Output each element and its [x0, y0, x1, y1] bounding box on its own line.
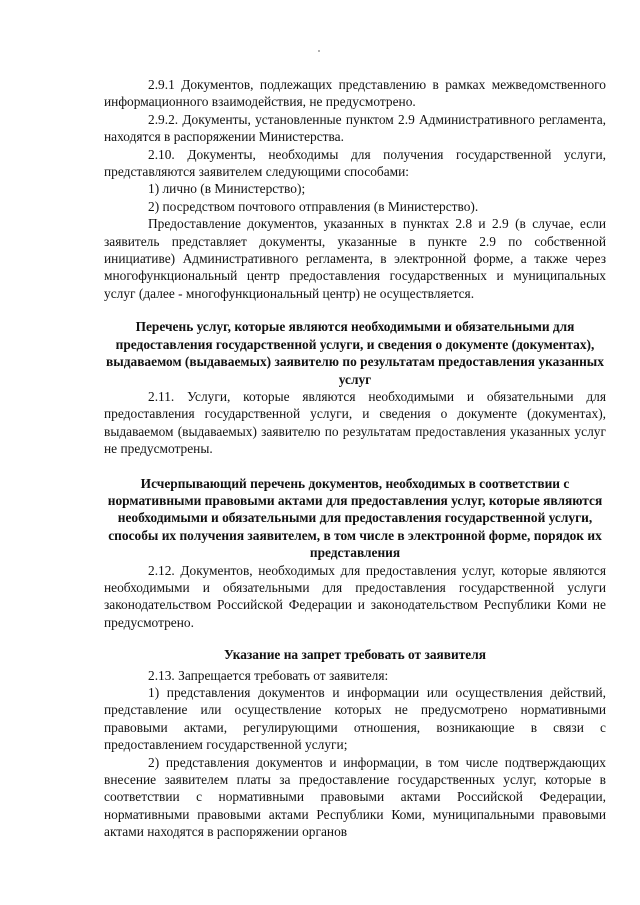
paragraph-2-9-1: 2.9.1 Документов, подлежащих представлению в рамках межведомственного информационного взаимодействия, не предусмотрено.: [104, 77, 606, 110]
paragraph-2-13: 2.13. Запрещается требовать от заявителя:: [148, 667, 389, 683]
section-heading-documents-list: Исчерпывающий перечень документов, необходимых в соответствии с нормативными правовыми актами для предоставления услуг, которые являются необходимыми и обязательными для предоставления государственной услуги, способы их получения заявителем, в том числе в электронной форме, порядок их представления: [107, 475, 603, 561]
list-item-2-13-2: 2) представления документов и информации, в том числе подтверждающих внесение заявителем платы за предоставление государственных услуг, которые в соответствии с нормативными правовыми актами Российской Федерации, нормативными правовыми актами Республики Коми, муниципальными правовыми актами находятся в распоряжении органов: [104, 754, 606, 840]
scan-dot: [318, 50, 320, 52]
paragraph-2-10-extra: Предоставление документов, указанных в пунктах 2.8 и 2.9 (в случае, если заявитель представляет документы, указанные в пункте 2.9 по собственной инициативе) Административного регламента, в электронной форме, а также через многофункциональный центр предоставления государственных и муниципальных услуг (далее - многофункциональный центр) не осуществляется.: [104, 216, 606, 301]
paragraph-2-12: 2.12. Документов, необходимых для предоставления услуг, которые являются необходимыми и обязательными для предоставления государственной услуги законодательством Российской Федерации и законодательством Республики Коми не предусмотрено.: [104, 562, 606, 630]
list-item-2-10-2: 2) посредством почтового отправления (в Министерство).: [148, 198, 479, 214]
list-item-2-10-1: 1) лично (в Министерство);: [148, 181, 306, 197]
paragraph-2-9-2: 2.9.2. Документы, установленные пунктом 2.9 Административного регламента, находятся в распоряжении Министерства.: [104, 111, 606, 145]
paragraph-2-11: 2.11. Услуги, которые являются необходимыми и обязательными для предоставления государственной услуги, и сведения о документе (документах), выдаваемом (выдаваемых) заявителю по результатам предоставления указанных услуг не предусмотрены.: [104, 388, 606, 457]
paragraph-2-10: 2.10. Документы, необходимы для получения государственной услуги, представляются заявителем следующими способами:: [104, 146, 606, 180]
section-heading-prohibition: Указание на запрет требовать от заявителя: [223, 647, 486, 663]
section-heading-services-list: Перечень услуг, которые являются необходимыми и обязательными для предоставления государственной услуги, и сведения о документе (документах), выдаваемом (выдаваемых) заявителю по результатам предоставления указанных услуг: [106, 319, 604, 387]
document-body: [104, 76, 606, 841]
list-item-2-13-1: 1) представления документов и информации или осуществления действий, представление или осуществление которых не предусмотрено нормативными правовыми актами, регулирующими отношения, возникающие в связи с предоставлением государственной услуги;: [104, 685, 606, 753]
